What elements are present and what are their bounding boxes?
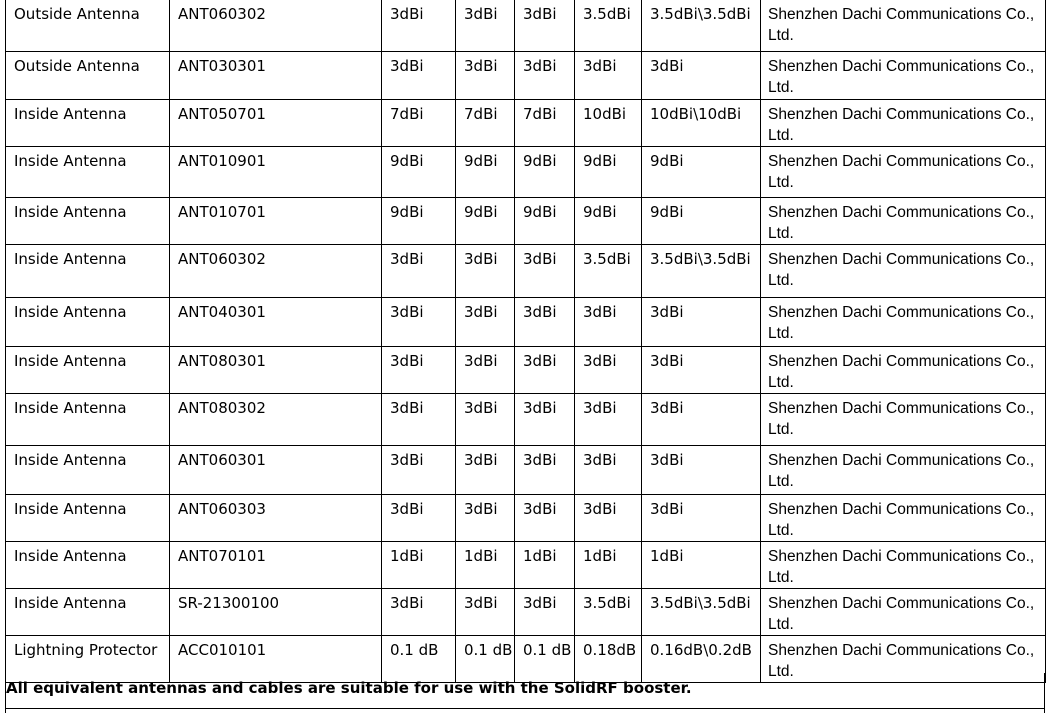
antenna-table-page — [5, 0, 1045, 713]
gain-cell: 3dBi — [642, 51, 761, 99]
gain-cell: 3dBi — [456, 0, 515, 51]
gain-cell: 3dBi — [382, 494, 456, 541]
gain-cell: 3dBi — [575, 494, 642, 541]
footnote-row — [5, 673, 1045, 713]
model-cell: ANT060302 — [170, 244, 382, 297]
gain-cell: 3dBi — [575, 297, 642, 346]
table-row — [6, 494, 1046, 541]
gain-cell: 3dBi — [515, 297, 575, 346]
gain-cell: 3dBi — [515, 346, 575, 393]
gain-cell: 7dBi — [456, 99, 515, 146]
gain-cell: 9dBi — [382, 146, 456, 197]
table-row — [6, 51, 1046, 99]
gain-cell: 3dBi — [456, 445, 515, 494]
model-cell: ANT060301 — [170, 445, 382, 494]
gain-cell: 3dBi — [515, 393, 575, 445]
manufacturer-cell: Shenzhen Dachi Communications Co., Ltd. — [761, 588, 1046, 635]
gain-cell: 0.1 dB — [456, 635, 515, 682]
gain-cell: 9dBi — [515, 146, 575, 197]
type-cell: Inside Antenna — [6, 146, 170, 197]
gain-cell: 3dBi — [382, 51, 456, 99]
gain-cell: 0.18dB — [575, 635, 642, 682]
gain-cell: 0.1 dB — [515, 635, 575, 682]
antenna-table — [5, 0, 1046, 683]
gain-cell: 3dBi — [456, 297, 515, 346]
gain-cell: 0.16dB\0.2dB — [642, 635, 761, 682]
manufacturer-cell: Shenzhen Dachi Communications Co., Ltd. — [761, 635, 1046, 682]
gain-cell: 3dBi — [515, 494, 575, 541]
type-cell: Inside Antenna — [6, 99, 170, 146]
manufacturer-cell: Shenzhen Dachi Communications Co., Ltd. — [761, 494, 1046, 541]
gain-cell: 3dBi — [456, 393, 515, 445]
type-cell: Inside Antenna — [6, 445, 170, 494]
model-cell: SR-21300100 — [170, 588, 382, 635]
gain-cell: 3dBi — [642, 445, 761, 494]
gain-cell: 3dBi — [382, 0, 456, 51]
gain-cell: 9dBi — [515, 197, 575, 244]
gain-cell: 9dBi — [456, 197, 515, 244]
footnote-text: All equivalent antennas and cables are suitable for use with the SolidRF booster. — [6, 679, 692, 697]
gain-cell: 3dBi — [642, 393, 761, 445]
type-cell: Lightning Protector — [6, 635, 170, 682]
table-row — [6, 297, 1046, 346]
gain-cell: 3.5dBi\3.5dBi — [642, 0, 761, 51]
gain-cell: 1dBi — [382, 541, 456, 588]
gain-cell: 10dBi\10dBi — [642, 99, 761, 146]
type-cell: Inside Antenna — [6, 494, 170, 541]
gain-cell: 9dBi — [575, 146, 642, 197]
model-cell: ANT050701 — [170, 99, 382, 146]
gain-cell: 3dBi — [642, 494, 761, 541]
model-cell: ANT060302 — [170, 0, 382, 51]
gain-cell: 9dBi — [642, 146, 761, 197]
gain-cell: 1dBi — [456, 541, 515, 588]
model-cell: ANT080301 — [170, 346, 382, 393]
gain-cell: 3dBi — [575, 445, 642, 494]
manufacturer-cell: Shenzhen Dachi Communications Co., Ltd. — [761, 297, 1046, 346]
gain-cell: 1dBi — [642, 541, 761, 588]
gain-cell: 3.5dBi\3.5dBi — [642, 244, 761, 297]
gain-cell: 3dBi — [515, 0, 575, 51]
gain-cell: 7dBi — [382, 99, 456, 146]
gain-cell: 3dBi — [515, 445, 575, 494]
model-cell: ANT010701 — [170, 197, 382, 244]
type-cell: Inside Antenna — [6, 393, 170, 445]
gain-cell: 3dBi — [456, 244, 515, 297]
type-cell: Inside Antenna — [6, 244, 170, 297]
gain-cell: 3dBi — [515, 244, 575, 297]
gain-cell: 1dBi — [575, 541, 642, 588]
footnote-divider — [6, 708, 1044, 709]
gain-cell: 3dBi — [382, 244, 456, 297]
model-cell: ANT080302 — [170, 393, 382, 445]
gain-cell: 3dBi — [456, 51, 515, 99]
manufacturer-cell: Shenzhen Dachi Communications Co., Ltd. — [761, 445, 1046, 494]
manufacturer-cell: Shenzhen Dachi Communications Co., Ltd. — [761, 197, 1046, 244]
manufacturer-cell: Shenzhen Dachi Communications Co., Ltd. — [761, 541, 1046, 588]
gain-cell: 9dBi — [382, 197, 456, 244]
model-cell: ANT040301 — [170, 297, 382, 346]
table-row — [6, 588, 1046, 635]
table-row — [6, 445, 1046, 494]
type-cell: Outside Antenna — [6, 0, 170, 51]
manufacturer-cell: Shenzhen Dachi Communications Co., Ltd. — [761, 99, 1046, 146]
model-cell: ANT070101 — [170, 541, 382, 588]
table-row — [6, 393, 1046, 445]
type-cell: Inside Antenna — [6, 197, 170, 244]
table-row — [6, 99, 1046, 146]
gain-cell: 3.5dBi — [575, 0, 642, 51]
model-cell: ANT060303 — [170, 494, 382, 541]
table-row — [6, 146, 1046, 197]
gain-cell: 3dBi — [456, 346, 515, 393]
table-row — [6, 541, 1046, 588]
model-cell: ACC010101 — [170, 635, 382, 682]
gain-cell: 3dBi — [515, 588, 575, 635]
gain-cell: 3dBi — [382, 445, 456, 494]
manufacturer-cell: Shenzhen Dachi Communications Co., Ltd. — [761, 393, 1046, 445]
gain-cell: 3dBi — [456, 494, 515, 541]
type-cell: Inside Antenna — [6, 297, 170, 346]
gain-cell: 9dBi — [575, 197, 642, 244]
model-cell: ANT030301 — [170, 51, 382, 99]
gain-cell: 3.5dBi — [575, 244, 642, 297]
gain-cell: 9dBi — [456, 146, 515, 197]
type-cell: Inside Antenna — [6, 541, 170, 588]
gain-cell: 10dBi — [575, 99, 642, 146]
manufacturer-cell: Shenzhen Dachi Communications Co., Ltd. — [761, 51, 1046, 99]
gain-cell: 3dBi — [382, 588, 456, 635]
gain-cell: 3dBi — [382, 297, 456, 346]
manufacturer-cell: Shenzhen Dachi Communications Co., Ltd. — [761, 0, 1046, 51]
gain-cell: 3dBi — [456, 588, 515, 635]
table-row — [6, 346, 1046, 393]
gain-cell: 3.5dBi — [575, 588, 642, 635]
manufacturer-cell: Shenzhen Dachi Communications Co., Ltd. — [761, 346, 1046, 393]
gain-cell: 3dBi — [575, 51, 642, 99]
gain-cell: 1dBi — [515, 541, 575, 588]
type-cell: Inside Antenna — [6, 346, 170, 393]
gain-cell: 9dBi — [642, 197, 761, 244]
table-row — [6, 197, 1046, 244]
model-cell: ANT010901 — [170, 146, 382, 197]
type-cell: Inside Antenna — [6, 588, 170, 635]
type-cell: Outside Antenna — [6, 51, 170, 99]
table-row — [6, 244, 1046, 297]
gain-cell: 3dBi — [642, 297, 761, 346]
gain-cell: 3dBi — [575, 346, 642, 393]
gain-cell: 3.5dBi\3.5dBi — [642, 588, 761, 635]
manufacturer-cell: Shenzhen Dachi Communications Co., Ltd. — [761, 244, 1046, 297]
gain-cell: 3dBi — [382, 346, 456, 393]
manufacturer-cell: Shenzhen Dachi Communications Co., Ltd. — [761, 146, 1046, 197]
gain-cell: 3dBi — [575, 393, 642, 445]
gain-cell: 3dBi — [515, 51, 575, 99]
gain-cell: 3dBi — [382, 393, 456, 445]
table-row — [6, 0, 1046, 51]
gain-cell: 3dBi — [642, 346, 761, 393]
gain-cell: 0.1 dB — [382, 635, 456, 682]
gain-cell: 7dBi — [515, 99, 575, 146]
